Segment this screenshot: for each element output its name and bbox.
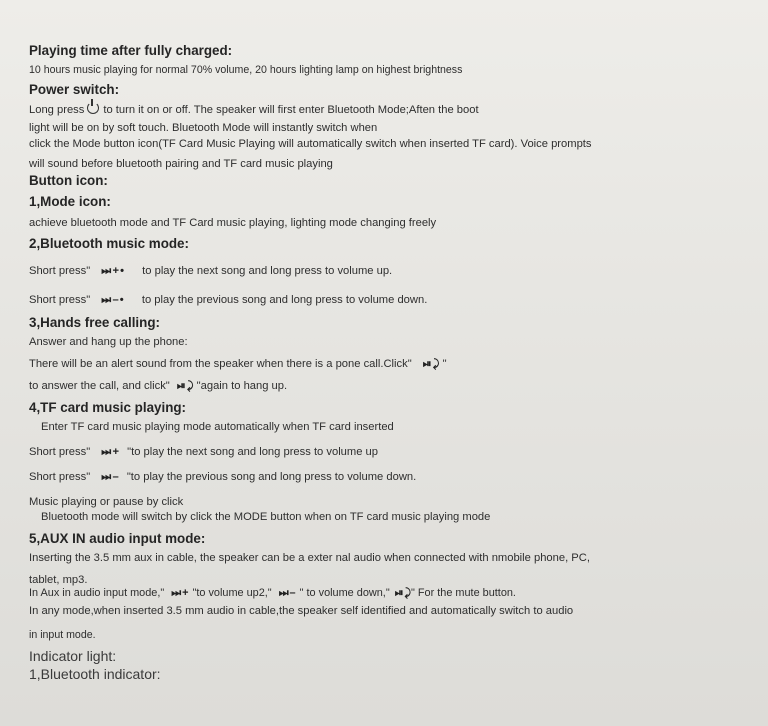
aux-line3-d: " For the mute button. bbox=[411, 587, 516, 599]
bt-prev-line bbox=[29, 293, 427, 307]
tf-prev-desc: "to play the previous song and long press to volume down. bbox=[126, 471, 417, 483]
bt-prev-label: Short press" bbox=[29, 294, 91, 306]
aux-heading: 5,AUX IN audio input mode: bbox=[29, 531, 206, 546]
hands-free-heading: 3,Hands free calling: bbox=[29, 315, 160, 330]
next-plus-icon: ⏭ + • bbox=[101, 265, 124, 277]
bluetooth-indicator-heading: 1,Bluetooth indicator: bbox=[29, 666, 161, 682]
aux-line3-c: " to volume down," bbox=[299, 587, 390, 599]
mode-icon-text: achieve bluetooth mode and TF Card music playing, lighting mode changing freely bbox=[29, 217, 437, 229]
next-minus-icon: ⏭ – bbox=[101, 471, 118, 483]
tf-switch-line: Bluetooth mode will switch by click the MODE button when on TF card music playing mode bbox=[41, 511, 491, 523]
hf-line2-quote: " bbox=[442, 358, 447, 370]
play-pause-call-icon: ⏯ ⤸ bbox=[394, 587, 410, 599]
bt-next-label: Short press" bbox=[29, 265, 91, 277]
aux-line3-a: In Aux in audio input mode," bbox=[29, 587, 165, 599]
bt-next-line bbox=[29, 264, 392, 278]
tf-next-label: Short press" bbox=[29, 446, 91, 458]
next-minus-icon: ⏭ – bbox=[278, 587, 295, 599]
aux-line-1: Inserting the 3.5 mm aux in cable, the speaker can be a exter nal audio when connected with nmobile phone, PC, bbox=[29, 552, 590, 564]
play-pause-call-icon: ⏯ ⤸ bbox=[176, 380, 193, 392]
power-switch-line-2: light will be on by soft touch. Bluetooth Mode will instantly switch when bbox=[29, 122, 378, 134]
aux-line3-b: "to volume up2," bbox=[192, 587, 272, 599]
mode-icon-heading: 1,Mode icon: bbox=[29, 194, 111, 209]
hf-line2-text: There will be an alert sound from the speaker when there is a pone call.Click" bbox=[29, 358, 412, 370]
playing-time-text: 10 hours music playing for normal 70% volume, 20 hours lighting lamp on highest brightness bbox=[29, 64, 463, 76]
power-switch-line-4: will sound before bluetooth pairing and TF card music playing bbox=[29, 158, 333, 170]
playing-time-heading: Playing time after fully charged: bbox=[29, 43, 233, 58]
power-switch-heading: Power switch: bbox=[29, 82, 120, 97]
bt-next-desc: to play the next song and long press to volume up. bbox=[142, 265, 393, 277]
aux-line-4: In any mode,when inserted 3.5 mm audio in cable,the speaker self identified and automatically switch to audio bbox=[29, 605, 574, 617]
hf-line3-text-b: "again to hang up. bbox=[196, 380, 288, 392]
bt-prev-desc: to play the previous song and long press to volume down. bbox=[141, 294, 428, 306]
tf-next-desc: "to play the next song and long press to volume up bbox=[127, 446, 379, 458]
indicator-heading: Indicator light: bbox=[29, 648, 117, 664]
power-text-b: to turn it on or off. The speaker will first enter Bluetooth Mode;Aften the boot bbox=[103, 104, 479, 116]
aux-line-5: in input mode. bbox=[29, 629, 96, 641]
next-minus-icon: ⏭ – • bbox=[101, 294, 123, 306]
play-pause-call-icon: ⏯ ⤸ bbox=[422, 358, 439, 370]
tf-prev-label: Short press" bbox=[29, 471, 91, 483]
hf-line3-text-a: to answer the call, and click" bbox=[29, 380, 170, 392]
tf-prev-line bbox=[29, 470, 416, 484]
aux-line-2: tablet, mp3. bbox=[29, 574, 88, 586]
power-text-a: Long press bbox=[29, 104, 85, 116]
tf-next-line bbox=[29, 445, 378, 459]
tf-pause-line: Music playing or pause by click bbox=[29, 496, 184, 508]
next-plus-icon: ⏭ + bbox=[171, 587, 188, 599]
button-icon-heading: Button icon: bbox=[29, 173, 108, 188]
aux-line-3 bbox=[29, 586, 516, 600]
tf-card-line-1: Enter TF card music playing mode automatically when TF card inserted bbox=[41, 421, 394, 433]
hands-free-line-1: Answer and hang up the phone: bbox=[29, 336, 188, 348]
power-switch-line-3: click the Mode button icon(TF Card Music Playing will automatically switch when inserted TF card). Voice prompts bbox=[29, 138, 592, 150]
hands-free-line-2 bbox=[29, 357, 447, 371]
next-plus-icon: ⏭ + bbox=[101, 446, 119, 458]
power-icon bbox=[87, 102, 99, 114]
hands-free-line-3 bbox=[29, 379, 287, 393]
power-switch-line-1 bbox=[29, 102, 479, 117]
bluetooth-mode-heading: 2,Bluetooth music mode: bbox=[29, 236, 189, 251]
tf-card-heading: 4,TF card music playing: bbox=[29, 400, 187, 415]
